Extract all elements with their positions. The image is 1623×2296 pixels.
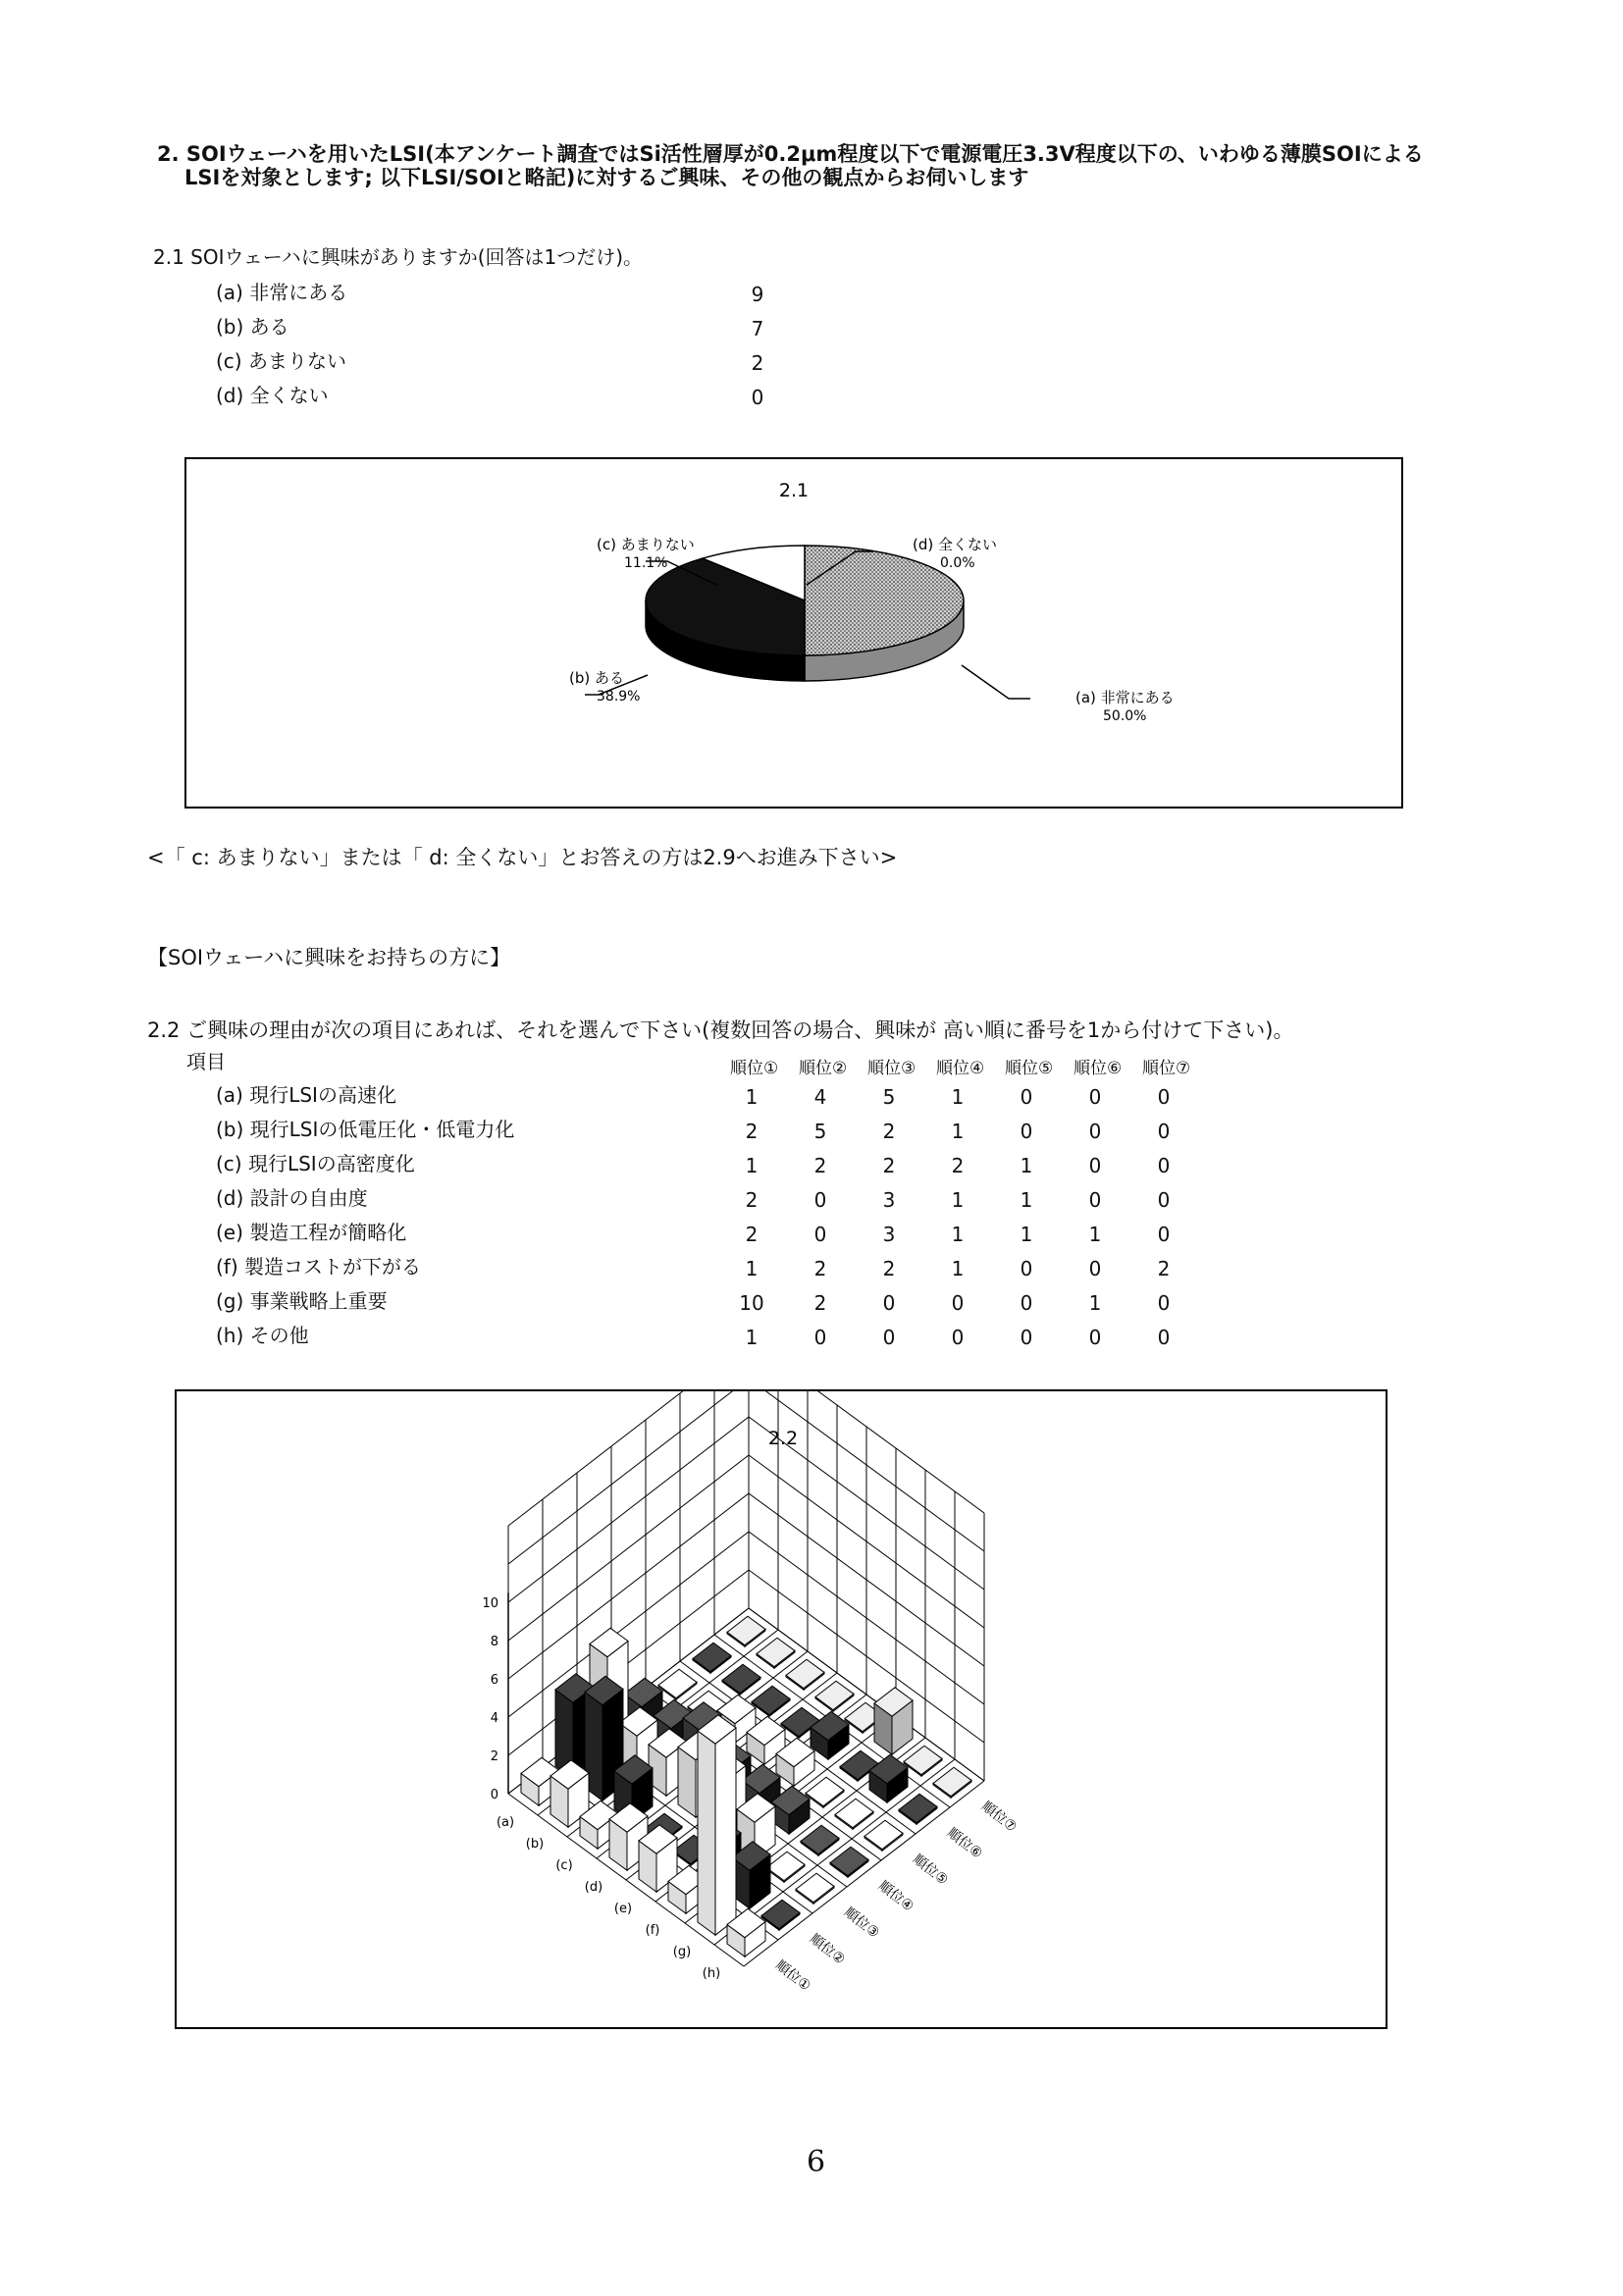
table-cell: 0: [1020, 1291, 1033, 1315]
rank-column-header: 順位②: [799, 1059, 848, 1078]
table-cell: 0: [1020, 1326, 1033, 1349]
pie-label-name: (d) 全くない: [913, 536, 997, 553]
rank-column-header: 順位⑤: [1005, 1059, 1054, 1078]
table-cell: 0: [1157, 1291, 1171, 1315]
rank-column-header: 順位④: [936, 1059, 985, 1078]
option-label: (a) 非常にある: [216, 281, 348, 304]
pie-label-pct: 38.9%: [597, 689, 641, 704]
table-cell: 2: [813, 1291, 827, 1315]
table-cell: 1: [745, 1326, 759, 1349]
z-tick-label: 10: [482, 1596, 498, 1611]
table-cell: 2: [882, 1154, 896, 1177]
table-cell: 0: [1020, 1257, 1033, 1280]
section-heading-line2: LSIを対象とします; 以下LSI/SOIと略記)に対するご興味、その他の観点からお伺いします: [184, 166, 1029, 189]
table-cell: 10: [739, 1291, 764, 1315]
skip-note: <「 c: あまりない」または「 d: 全くない」とお答えの方は2.9へお進み下さい>: [147, 846, 898, 869]
table-cell: 0: [1157, 1223, 1171, 1246]
table-cell: 2: [1157, 1257, 1171, 1280]
table-cell: 1: [1020, 1223, 1033, 1246]
table-cell: 1: [951, 1257, 965, 1280]
table-cell: 1: [745, 1085, 759, 1109]
wall-grid-line: [508, 1391, 749, 1526]
pie-title: 2.1: [778, 480, 810, 501]
series-label: 順位⑦: [978, 1799, 1020, 1836]
pie-chart: [186, 459, 1401, 807]
bar-front: [715, 1728, 736, 1935]
rank-column-header: 順位⑥: [1073, 1059, 1123, 1078]
table-cell: 0: [1088, 1257, 1102, 1280]
table-row-label: (a) 現行LSIの高速化: [216, 1083, 396, 1107]
table-cell: 0: [1157, 1326, 1171, 1349]
option-label: (d) 全くない: [216, 384, 329, 407]
question-2-1: 2.1 SOIウェーハに興味がありますか(回答は1つだけ)。: [153, 245, 644, 269]
table-cell: 0: [1020, 1120, 1033, 1143]
option-count: 2: [751, 351, 764, 375]
rank-column-header: 順位①: [730, 1059, 779, 1078]
table-cell: 1: [1088, 1291, 1102, 1315]
category-label: (d): [584, 1880, 603, 1895]
option-label: (b) ある: [216, 315, 289, 339]
table-cell: 0: [1157, 1188, 1171, 1212]
table-cell: 2: [745, 1188, 759, 1212]
pie-label-name: (a) 非常にある: [1075, 689, 1175, 706]
table-cell: 0: [1157, 1085, 1171, 1109]
category-label: (a): [496, 1815, 515, 1830]
pie-label-pct: 50.0%: [1103, 708, 1147, 724]
z-tick-label: 8: [490, 1635, 498, 1649]
category-label: (c): [555, 1858, 573, 1873]
table-cell: 3: [882, 1223, 896, 1246]
series-label: 順位②: [807, 1931, 848, 1968]
table-cell: 3: [882, 1188, 896, 1212]
pie-label-name: (b) ある: [569, 669, 624, 687]
pie-label-name: (c) あまりない: [597, 536, 695, 553]
series-label: 順位①: [772, 1957, 813, 1995]
table-cell: 0: [1088, 1326, 1102, 1349]
table-cell: 0: [813, 1326, 827, 1349]
category-label: (g): [672, 1945, 692, 1959]
table-row-label: (g) 事業戦略上重要: [216, 1289, 388, 1313]
table-cell: 0: [813, 1223, 827, 1246]
wall-grid-line: [508, 1391, 749, 1564]
table-row-label: (e) 製造工程が簡略化: [216, 1221, 407, 1244]
table-cell: 0: [1088, 1120, 1102, 1143]
subsection-title: 【SOIウェーハに興味をお持ちの方に】: [147, 946, 511, 969]
pie-chart-frame: [184, 457, 1403, 809]
table-cell: 0: [1157, 1120, 1171, 1143]
option-count: 9: [751, 283, 764, 306]
table-cell: 1: [951, 1188, 965, 1212]
table-cell: 5: [882, 1085, 896, 1109]
series-label: 順位⑥: [944, 1825, 985, 1862]
table-cell: 0: [882, 1291, 896, 1315]
table-row-label: (d) 設計の自由度: [216, 1186, 368, 1210]
bar-side: [698, 1731, 715, 1935]
table-cell: 5: [813, 1120, 827, 1143]
table-cell: 1: [951, 1223, 965, 1246]
table-cell: 0: [951, 1291, 965, 1315]
item-header: 項目: [186, 1050, 226, 1073]
series-label: 順位⑤: [910, 1852, 951, 1889]
table-cell: 0: [1157, 1154, 1171, 1177]
table-cell: 1: [951, 1120, 965, 1143]
series-label: 順位④: [875, 1878, 916, 1915]
table-row-label: (f) 製造コストが下がる: [216, 1255, 422, 1278]
pie-label-pct: 11.1%: [624, 555, 668, 571]
table-cell: 1: [1020, 1154, 1033, 1177]
z-tick-label: 0: [490, 1788, 498, 1802]
pie-leader-line: [962, 665, 1030, 699]
table-cell: 0: [813, 1188, 827, 1212]
table-cell: 0: [1088, 1188, 1102, 1212]
table-row-label: (h) その他: [216, 1324, 309, 1347]
option-count: 0: [751, 386, 764, 409]
rank-column-header: 順位⑦: [1142, 1059, 1191, 1078]
table-cell: 0: [882, 1326, 896, 1349]
table-cell: 2: [745, 1120, 759, 1143]
table-cell: 2: [951, 1154, 965, 1177]
wall-grid-line: [508, 1455, 749, 1641]
series-label: 順位③: [841, 1905, 882, 1942]
category-label: (f): [645, 1923, 660, 1938]
table-cell: 0: [1088, 1085, 1102, 1109]
option-count: 7: [751, 317, 764, 340]
table-cell: 0: [1020, 1085, 1033, 1109]
table-cell: 1: [1088, 1223, 1102, 1246]
table-cell: 1: [745, 1257, 759, 1280]
wall-grid-line: [508, 1417, 749, 1602]
table-cell: 1: [951, 1085, 965, 1109]
z-tick-label: 4: [490, 1711, 498, 1726]
table-cell: 1: [1020, 1188, 1033, 1212]
bar-chart-frame: [175, 1389, 1387, 2029]
bar-chart-title: 2.2: [767, 1428, 799, 1449]
category-label: (h): [702, 1966, 721, 1981]
table-cell: 2: [745, 1223, 759, 1246]
table-cell: 0: [1088, 1154, 1102, 1177]
z-tick-label: 6: [490, 1673, 498, 1688]
table-row-label: (b) 現行LSIの低電圧化・低電力化: [216, 1118, 515, 1141]
rank-column-header: 順位③: [867, 1059, 916, 1078]
category-label: (e): [613, 1902, 633, 1916]
page-number: 6: [807, 2145, 826, 2179]
option-label: (c) あまりない: [216, 349, 346, 373]
table-cell: 0: [951, 1326, 965, 1349]
table-cell: 4: [813, 1085, 827, 1109]
z-tick-label: 2: [490, 1749, 498, 1764]
table-cell: 1: [745, 1154, 759, 1177]
table-cell: 2: [813, 1154, 827, 1177]
table-cell: 2: [813, 1257, 827, 1280]
pie-label-pct: 0.0%: [940, 555, 975, 571]
bar-chart-3d: [177, 1391, 1386, 2027]
table-cell: 2: [882, 1257, 896, 1280]
table-row-label: (c) 現行LSIの高密度化: [216, 1152, 415, 1175]
table-cell: 2: [882, 1120, 896, 1143]
question-2-2: 2.2 ご興味の理由が次の項目にあれば、それを選んで下さい(複数回答の場合、興味が 高い順に番号を1から付けて下さい)。: [147, 1018, 1294, 1042]
category-label: (b): [525, 1837, 545, 1852]
section-heading-line1: 2. SOIウェーハを用いたLSI(本アンケート調査ではSi活性層厚が0.2μm程度以下で電源電圧3.3V程度以下の、いわゆる薄膜SOIによる: [157, 142, 1424, 166]
